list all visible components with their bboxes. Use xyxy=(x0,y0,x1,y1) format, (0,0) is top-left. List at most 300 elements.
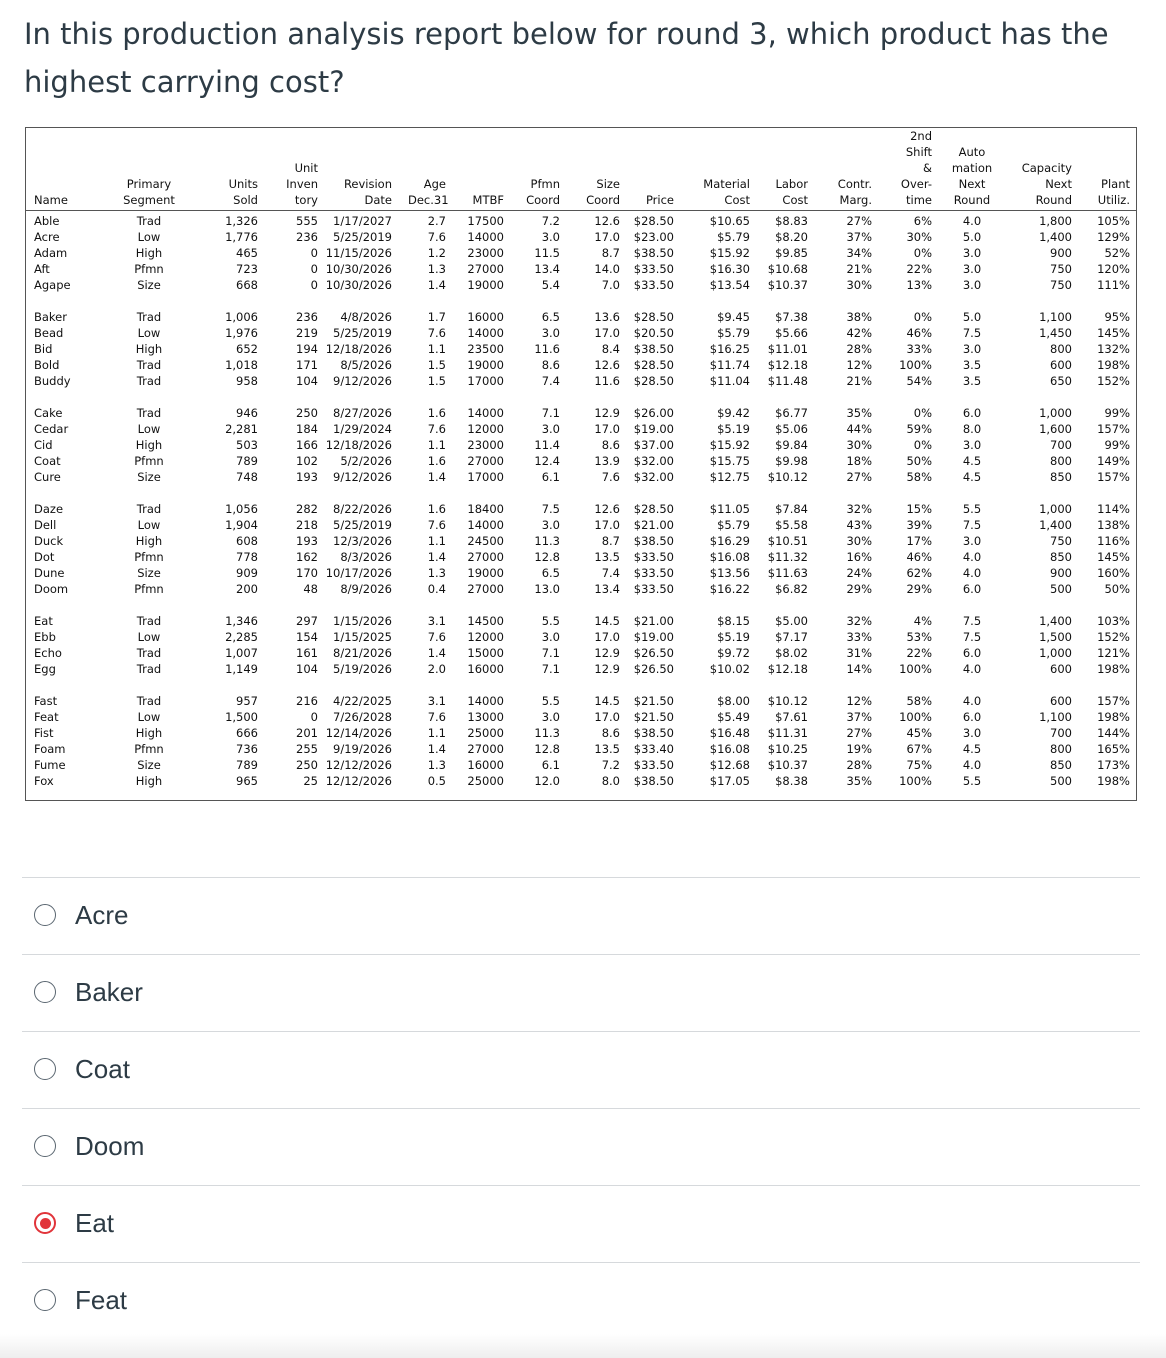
cell-pfmn: 11.5 xyxy=(534,246,560,260)
cell-revision: 12/3/2026 xyxy=(333,534,392,548)
group-spacer xyxy=(882,293,932,309)
cell-size: 8.7 xyxy=(601,534,620,548)
radio-unselected-icon[interactable] xyxy=(34,1289,56,1311)
radio-unselected-icon[interactable] xyxy=(34,1058,56,1080)
group-spacer xyxy=(116,485,182,501)
cell-capacity: 900 xyxy=(1050,246,1072,260)
group-spacer xyxy=(752,293,808,309)
cell-segment: Low xyxy=(137,518,161,532)
cell-material: $16.08 xyxy=(709,550,750,564)
column-name xyxy=(34,213,94,789)
cell-revision: 1/29/2024 xyxy=(333,422,392,436)
group-spacer xyxy=(202,293,258,309)
cell-age: 1.1 xyxy=(427,534,446,548)
cell-price: $33.50 xyxy=(633,758,674,772)
cell-material: $16.29 xyxy=(709,534,750,548)
cell-utiliz: 105% xyxy=(1097,214,1130,228)
cell-price: $21.00 xyxy=(633,614,674,628)
group-spacer xyxy=(752,485,808,501)
cell-pfmn: 3.0 xyxy=(541,422,560,436)
cell-segment: Trad xyxy=(136,694,162,708)
cell-contr: 31% xyxy=(846,646,872,660)
cell-size: 11.6 xyxy=(594,374,620,388)
cell-automation: 3.0 xyxy=(962,342,982,356)
group-spacer xyxy=(1074,293,1130,309)
cell-inventory: 0 xyxy=(310,278,318,292)
cell-name: Eat xyxy=(34,614,53,628)
cell-segment: Trad xyxy=(136,214,162,228)
cell-capacity: 750 xyxy=(1050,278,1072,292)
group-spacer xyxy=(1074,677,1130,693)
header-labor: Labor Cost xyxy=(775,177,808,207)
header-segment: Primary Segment xyxy=(123,177,175,207)
cell-capacity: 800 xyxy=(1050,454,1072,468)
header-overtime: 2nd Shift & Over- time xyxy=(900,129,932,207)
cell-units_sold: 748 xyxy=(236,470,258,484)
group-spacer xyxy=(826,389,872,405)
cell-mtbf: 23000 xyxy=(467,438,504,452)
cell-name: Daze xyxy=(34,502,64,516)
cell-contr: 30% xyxy=(846,278,872,292)
cell-units_sold: 723 xyxy=(236,262,258,276)
cell-size: 13.4 xyxy=(594,582,620,596)
cell-units_sold: 1,149 xyxy=(225,662,258,676)
cell-capacity: 700 xyxy=(1050,726,1072,740)
cell-overtime: 22% xyxy=(906,262,932,276)
cell-utiliz: 95% xyxy=(1104,310,1130,324)
cell-overtime: 13% xyxy=(906,278,932,292)
cell-overtime: 15% xyxy=(906,502,932,516)
cell-segment: Low xyxy=(137,230,161,244)
cell-name: Fast xyxy=(34,694,58,708)
cell-name: Adam xyxy=(34,246,68,260)
cell-capacity: 850 xyxy=(1050,550,1072,564)
cell-labor: $10.25 xyxy=(767,742,808,756)
cell-mtbf: 14000 xyxy=(467,694,504,708)
cell-pfmn: 8.6 xyxy=(541,358,560,372)
cell-labor: $11.48 xyxy=(767,374,808,388)
header-contr: Contr. Marg. xyxy=(837,177,872,207)
group-spacer xyxy=(622,389,674,405)
option-acre[interactable] xyxy=(22,877,1140,954)
cell-mtbf: 13000 xyxy=(467,710,504,724)
cell-inventory: 219 xyxy=(296,326,318,340)
header-capacity: Capacity Next Round xyxy=(1021,161,1072,207)
group-spacer xyxy=(320,389,392,405)
cell-name: Dune xyxy=(34,566,65,580)
cell-segment: Pfmn xyxy=(134,742,164,756)
cell-pfmn: 3.0 xyxy=(541,326,560,340)
group-spacer xyxy=(948,485,996,501)
column-labor xyxy=(752,213,808,789)
cell-units_sold: 1,904 xyxy=(225,518,258,532)
cell-automation: 4.0 xyxy=(962,550,982,564)
cell-contr: 27% xyxy=(846,470,872,484)
radio-selected-icon[interactable] xyxy=(34,1212,56,1234)
cell-segment: Low xyxy=(137,422,161,436)
cell-capacity: 750 xyxy=(1050,534,1072,548)
group-spacer xyxy=(514,597,560,613)
cell-price: $19.00 xyxy=(633,422,674,436)
cell-automation: 7.5 xyxy=(962,630,982,644)
cell-name: Able xyxy=(34,214,60,228)
group-spacer xyxy=(514,485,560,501)
group-spacer xyxy=(882,485,932,501)
cell-revision: 12/12/2026 xyxy=(325,758,392,772)
cell-units_sold: 965 xyxy=(236,774,258,788)
question-text: In this production analysis report below for round 3, which product has the highest carrying cost? xyxy=(24,17,1109,99)
cell-labor: $9.85 xyxy=(775,246,808,260)
cell-inventory: 236 xyxy=(296,230,318,244)
cell-utiliz: 99% xyxy=(1104,406,1130,420)
cell-inventory: 201 xyxy=(296,726,318,740)
cell-price: $28.50 xyxy=(633,502,674,516)
cell-mtbf: 27000 xyxy=(467,742,504,756)
cell-capacity: 900 xyxy=(1050,566,1072,580)
option-label[interactable]: Baker xyxy=(75,977,143,1007)
option-label[interactable]: Eat xyxy=(75,1208,115,1238)
radio-unselected-icon[interactable] xyxy=(34,981,56,1003)
cell-material: $10.02 xyxy=(709,662,750,676)
cell-inventory: 250 xyxy=(296,406,318,420)
cell-material: $9.45 xyxy=(717,310,750,324)
cell-mtbf: 16000 xyxy=(467,310,504,324)
cell-inventory: 297 xyxy=(296,614,318,628)
cell-mtbf: 27000 xyxy=(467,262,504,276)
cell-material: $11.74 xyxy=(709,358,750,372)
cell-capacity: 600 xyxy=(1050,694,1072,708)
cell-pfmn: 13.4 xyxy=(534,262,560,276)
cell-inventory: 194 xyxy=(296,342,318,356)
cell-pfmn: 12.0 xyxy=(534,774,560,788)
cell-mtbf: 23500 xyxy=(467,342,504,356)
group-spacer xyxy=(274,485,318,501)
cell-revision: 1/15/2026 xyxy=(333,614,392,628)
cell-age: 7.6 xyxy=(427,518,446,532)
cell-price: $33.50 xyxy=(633,550,674,564)
group-spacer xyxy=(690,597,750,613)
cell-contr: 12% xyxy=(846,358,872,372)
cell-segment: High xyxy=(135,342,163,356)
column-price xyxy=(622,213,674,789)
option-feat[interactable] xyxy=(22,1262,1140,1339)
cell-segment: Pfmn xyxy=(134,262,164,276)
cell-segment: High xyxy=(135,438,163,452)
option-baker[interactable] xyxy=(22,954,1140,1031)
header-revision: Revision Date xyxy=(343,177,392,207)
cell-labor: $8.38 xyxy=(775,774,808,788)
cell-price: $33.40 xyxy=(633,742,674,756)
cell-revision: 8/27/2026 xyxy=(333,406,392,420)
cell-segment: Low xyxy=(137,710,161,724)
cell-name: Acre xyxy=(34,230,60,244)
cell-segment: Trad xyxy=(136,374,162,388)
option-label[interactable]: Acre xyxy=(75,900,129,930)
cell-overtime: 53% xyxy=(906,630,932,644)
cell-contr: 33% xyxy=(846,630,872,644)
cell-contr: 35% xyxy=(846,774,872,788)
cell-age: 1.1 xyxy=(427,438,446,452)
cell-inventory: 218 xyxy=(296,518,318,532)
cell-price: $28.50 xyxy=(633,310,674,324)
cell-size: 12.9 xyxy=(594,646,620,660)
cell-material: $13.56 xyxy=(709,566,750,580)
cell-contr: 37% xyxy=(846,230,872,244)
cell-revision: 10/17/2026 xyxy=(325,566,392,580)
cell-size: 14.5 xyxy=(594,614,620,628)
radio-unselected-icon[interactable] xyxy=(34,1135,56,1157)
cell-age: 2.7 xyxy=(427,214,446,228)
cell-pfmn: 7.1 xyxy=(541,662,560,676)
cell-overtime: 17% xyxy=(906,534,932,548)
cell-inventory: 25 xyxy=(303,774,318,788)
cell-price: $38.50 xyxy=(633,342,674,356)
cell-price: $38.50 xyxy=(633,246,674,260)
cell-pfmn: 12.8 xyxy=(534,742,560,756)
option-eat[interactable] xyxy=(22,1185,1140,1262)
cell-age: 1.4 xyxy=(427,742,446,756)
cell-inventory: 216 xyxy=(296,694,318,708)
cell-age: 1.6 xyxy=(427,454,446,468)
cell-name: Fume xyxy=(34,758,66,772)
cell-contr: 32% xyxy=(846,614,872,628)
cell-inventory: 171 xyxy=(296,358,318,372)
group-spacer xyxy=(274,597,318,613)
group-spacer xyxy=(1008,293,1072,309)
cell-pfmn: 7.4 xyxy=(541,374,560,388)
cell-overtime: 100% xyxy=(899,662,932,676)
cell-contr: 43% xyxy=(846,518,872,532)
cell-automation: 4.0 xyxy=(962,566,982,580)
cell-segment: Pfmn xyxy=(134,582,164,596)
cell-price: $21.50 xyxy=(633,694,674,708)
cell-contr: 29% xyxy=(846,582,872,596)
cell-labor: $5.58 xyxy=(775,518,808,532)
cell-size: 17.0 xyxy=(594,422,620,436)
cell-contr: 21% xyxy=(846,262,872,276)
group-spacer xyxy=(752,677,808,693)
cell-revision: 5/25/2019 xyxy=(333,230,392,244)
cell-utiliz: 173% xyxy=(1097,758,1130,772)
group-spacer xyxy=(948,389,996,405)
cell-inventory: 555 xyxy=(296,214,318,228)
header-name: Name xyxy=(34,193,68,207)
group-spacer xyxy=(574,389,620,405)
cell-material: $16.25 xyxy=(709,342,750,356)
cell-capacity: 1,100 xyxy=(1039,710,1072,724)
cell-material: $11.04 xyxy=(709,374,750,388)
cell-age: 1.6 xyxy=(427,406,446,420)
cell-inventory: 102 xyxy=(296,454,318,468)
column-mtbf xyxy=(450,213,504,789)
cell-material: $9.72 xyxy=(717,646,750,660)
cell-capacity: 1,000 xyxy=(1039,502,1072,516)
cell-capacity: 1,100 xyxy=(1039,310,1072,324)
cell-utiliz: 111% xyxy=(1097,278,1130,292)
cell-size: 8.6 xyxy=(601,726,620,740)
cell-utiliz: 103% xyxy=(1097,614,1130,628)
cell-revision: 12/18/2026 xyxy=(325,342,392,356)
cell-overtime: 45% xyxy=(906,726,932,740)
cell-labor: $11.63 xyxy=(767,566,808,580)
cell-price: $26.50 xyxy=(633,662,674,676)
cell-price: $28.50 xyxy=(633,214,674,228)
cell-size: 17.0 xyxy=(594,326,620,340)
cell-pfmn: 12.4 xyxy=(534,454,560,468)
group-spacer xyxy=(1008,597,1072,613)
cell-mtbf: 14000 xyxy=(467,230,504,244)
cell-pfmn: 11.4 xyxy=(534,438,560,452)
cell-age: 1.1 xyxy=(427,726,446,740)
cell-age: 1.4 xyxy=(427,550,446,564)
cell-mtbf: 16000 xyxy=(467,662,504,676)
group-spacer xyxy=(34,485,94,501)
group-spacer xyxy=(450,677,504,693)
cell-utiliz: 149% xyxy=(1097,454,1130,468)
cell-utiliz: 157% xyxy=(1097,422,1130,436)
cell-material: $17.05 xyxy=(709,774,750,788)
cell-age: 7.6 xyxy=(427,630,446,644)
cell-age: 3.1 xyxy=(427,694,446,708)
cell-utiliz: 132% xyxy=(1097,342,1130,356)
cell-price: $28.50 xyxy=(633,374,674,388)
cell-overtime: 58% xyxy=(906,694,932,708)
cell-utiliz: 138% xyxy=(1097,518,1130,532)
header-utiliz: Plant Utiliz. xyxy=(1097,177,1130,207)
option-label[interactable]: Coat xyxy=(75,1054,130,1084)
cell-capacity: 1,800 xyxy=(1039,214,1072,228)
cell-revision: 4/22/2025 xyxy=(333,694,392,708)
cell-pfmn: 6.1 xyxy=(541,758,560,772)
group-spacer xyxy=(690,293,750,309)
cell-revision: 10/30/2026 xyxy=(325,262,392,276)
column-overtime xyxy=(882,213,932,789)
radio-unselected-icon[interactable] xyxy=(34,904,56,926)
cell-overtime: 54% xyxy=(906,374,932,388)
group-spacer xyxy=(274,293,318,309)
cell-automation: 4.0 xyxy=(962,662,982,676)
header-price: Price xyxy=(645,193,674,207)
option-label[interactable]: Doom xyxy=(75,1131,145,1161)
cell-size: 12.9 xyxy=(594,662,620,676)
cell-automation: 5.5 xyxy=(962,774,982,788)
cell-pfmn: 11.3 xyxy=(534,726,560,740)
cell-size: 7.4 xyxy=(601,566,620,580)
group-spacer xyxy=(752,389,808,405)
option-label[interactable]: Feat xyxy=(75,1285,128,1315)
cell-labor: $8.02 xyxy=(775,646,808,660)
group-spacer xyxy=(408,677,446,693)
cell-overtime: 22% xyxy=(906,646,932,660)
cell-age: 0.5 xyxy=(427,774,446,788)
cell-units_sold: 789 xyxy=(236,454,258,468)
cell-segment: Pfmn xyxy=(134,454,164,468)
cell-mtbf: 25000 xyxy=(467,726,504,740)
cell-size: 8.4 xyxy=(601,342,620,356)
option-doom[interactable] xyxy=(22,1108,1140,1185)
cell-name: Cake xyxy=(34,406,63,420)
cell-inventory: 154 xyxy=(296,630,318,644)
cell-inventory: 0 xyxy=(310,710,318,724)
header-age: Age Dec.31 xyxy=(408,177,449,207)
cell-price: $21.50 xyxy=(633,710,674,724)
cell-overtime: 0% xyxy=(913,310,932,324)
group-spacer xyxy=(116,597,182,613)
cell-units_sold: 1,976 xyxy=(225,326,258,340)
cell-material: $5.79 xyxy=(717,230,750,244)
cell-automation: 7.5 xyxy=(962,614,982,628)
cell-capacity: 700 xyxy=(1050,438,1072,452)
cell-size: 14.5 xyxy=(594,694,620,708)
group-spacer xyxy=(1074,597,1130,613)
header-units_sold: Units Sold xyxy=(228,177,258,207)
cell-segment: Trad xyxy=(136,502,162,516)
group-spacer xyxy=(690,485,750,501)
cell-contr: 34% xyxy=(846,246,872,260)
cell-revision: 11/15/2026 xyxy=(325,246,392,260)
cell-overtime: 0% xyxy=(913,406,932,420)
cell-segment: Trad xyxy=(136,358,162,372)
cell-mtbf: 14000 xyxy=(467,326,504,340)
group-spacer xyxy=(826,597,872,613)
cell-automation: 3.0 xyxy=(962,262,982,276)
cell-labor: $9.98 xyxy=(775,454,808,468)
cell-price: $38.50 xyxy=(633,726,674,740)
cell-size: 17.0 xyxy=(594,518,620,532)
group-spacer xyxy=(320,597,392,613)
cell-mtbf: 14500 xyxy=(467,614,504,628)
cell-units_sold: 666 xyxy=(236,726,258,740)
cell-overtime: 100% xyxy=(899,774,932,788)
cell-units_sold: 2,281 xyxy=(225,422,258,436)
group-spacer xyxy=(948,597,996,613)
column-capacity xyxy=(1008,213,1072,789)
group-spacer xyxy=(826,293,872,309)
cell-size: 7.2 xyxy=(601,758,620,772)
cell-price: $20.50 xyxy=(633,326,674,340)
cell-size: 8.7 xyxy=(601,246,620,260)
cell-contr: 21% xyxy=(846,374,872,388)
cell-mtbf: 14000 xyxy=(467,518,504,532)
cell-revision: 5/25/2019 xyxy=(333,518,392,532)
column-age xyxy=(408,213,446,789)
cell-pfmn: 3.0 xyxy=(541,630,560,644)
cell-contr: 14% xyxy=(846,662,872,676)
group-spacer xyxy=(450,293,504,309)
cell-pfmn: 3.0 xyxy=(541,518,560,532)
cell-capacity: 800 xyxy=(1050,342,1072,356)
cell-inventory: 104 xyxy=(296,662,318,676)
option-coat[interactable] xyxy=(22,1031,1140,1108)
cell-contr: 27% xyxy=(846,214,872,228)
cell-pfmn: 6.5 xyxy=(541,566,560,580)
cell-utiliz: 145% xyxy=(1097,326,1130,340)
cell-overtime: 30% xyxy=(906,230,932,244)
cell-utiliz: 116% xyxy=(1097,534,1130,548)
cell-capacity: 500 xyxy=(1050,582,1072,596)
cell-utiliz: 160% xyxy=(1097,566,1130,580)
group-spacer xyxy=(622,677,674,693)
cell-name: Bid xyxy=(34,342,53,356)
group-spacer xyxy=(826,677,872,693)
cell-labor: $11.01 xyxy=(767,342,808,356)
cell-automation: 7.5 xyxy=(962,326,982,340)
cell-contr: 42% xyxy=(846,326,872,340)
cell-labor: $5.66 xyxy=(775,326,808,340)
cell-material: $16.30 xyxy=(709,262,750,276)
group-spacer xyxy=(320,485,392,501)
cell-overtime: 75% xyxy=(906,758,932,772)
